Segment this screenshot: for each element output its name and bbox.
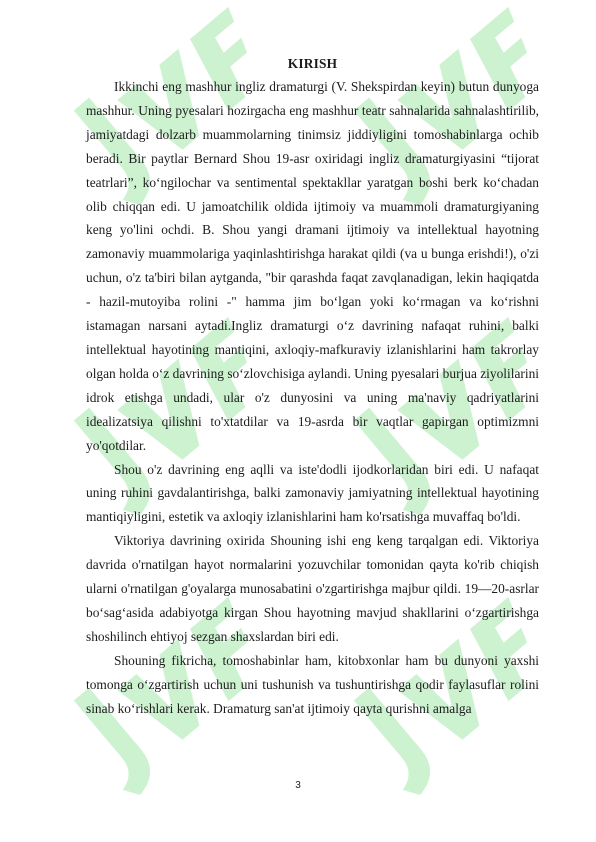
paragraph-3: Viktoriya davrining oxirida Shouning ishi eng keng tarqalgan edi. Viktoriya davrida o'rnatilgan hayot normalarini yozuvchilar tomonidan qayta ko'rib chiqish ularni o'rnatilgan g'oyalarga munosabatini o'zgartirishga majbur qildi. 19—20-asrlar bo‘sag‘asida adabiyotga kirgan Shou hayotning mavjud shakllarini o‘zgartirishga shoshilinch ehtiyoj sezgan shaxslardan biri edi.: [86, 533, 539, 644]
page-title: KIRISH: [287, 56, 338, 71]
page-number: 3: [295, 780, 301, 791]
document-body: [86, 52, 539, 720]
paragraph-2: Shou o'z davrining eng aqlli va iste'dodli ijodkorlaridan biri edi. U nafaqat uning ruhini gavdalantirishga, balki zamonaviy jamiyatning intellektual hayotining mantiqiyligini, estetik va axloqiy izlanishlarini ham ko'rsatishga muvaffaq bo'ldi.: [86, 461, 539, 525]
paragraph-4: Shouning fikricha, tomoshabinlar ham, kitobxonlar ham bu dunyoni yaxshi tomonga o‘zgartirish uchun uni tushunish va tushuntirishga qodir faylasuflar rolini sinab ko‘rishlari kerak. Dramaturg san'at ijtimoiy qayta qurishni amalga: [86, 652, 539, 716]
paragraph-1: Ikkinchi eng mashhur ingliz dramaturgi (V. Shekspirdan keyin) butun dunyoga mashhur. Uning pyesalari hozirgacha eng mashhur teatr sahnalarida sahnalashtirilib, jamiyatdagi dolzarb muammolarning tinimsiz jiddiyligini tomoshabinlarga ochib beradi. Bir paytlar Bernard Shou 19-asr oxiridagi ingliz dramaturgiyasini “tijorat teatrlari”, ko‘ngilochar va sentimental spektakllar yaratgan boshi berk ko‘chadan olib chiqqan edi. U jamoatchilik oldida ijtimoiy va muammoli dramaturgiyaning keng yo'lini ochdi. B. Shou yangi dramani ijtimoiy va intellektual hayotning zamonaviy muammolariga yaqinlashtirishga harakat qildi (va u bunga erishdi!), o'zi uchun, o'z ta'biri bilan aytganda, "bir qarashda faqat zavqlanadigan, lekin haqiqatda - hazil-mutoyiba rolini -" hamma jim bo‘lgan yoki ko‘rmagan va ko‘rishni istamagan narsani aytadi.Ingliz dramaturgi o‘z davrining nafaqat ruhini, balki intellektual hayotining mantiqini, axloqiy-mafkuraviy izlanishlarini ham takrorlay olgan holda o‘z davrining so‘zlovchisiga aylandi. Uning pyesalari burjua ziyolilarini idrok etishga undadi, ular o'z dunyosini va uning ma'naviy qadriyatlarini idealizatsiya qilishni to'xtatdilar va 19-asrda bir vaqtlar gapirgan optimizmni yo'qotdilar.: [86, 79, 539, 453]
